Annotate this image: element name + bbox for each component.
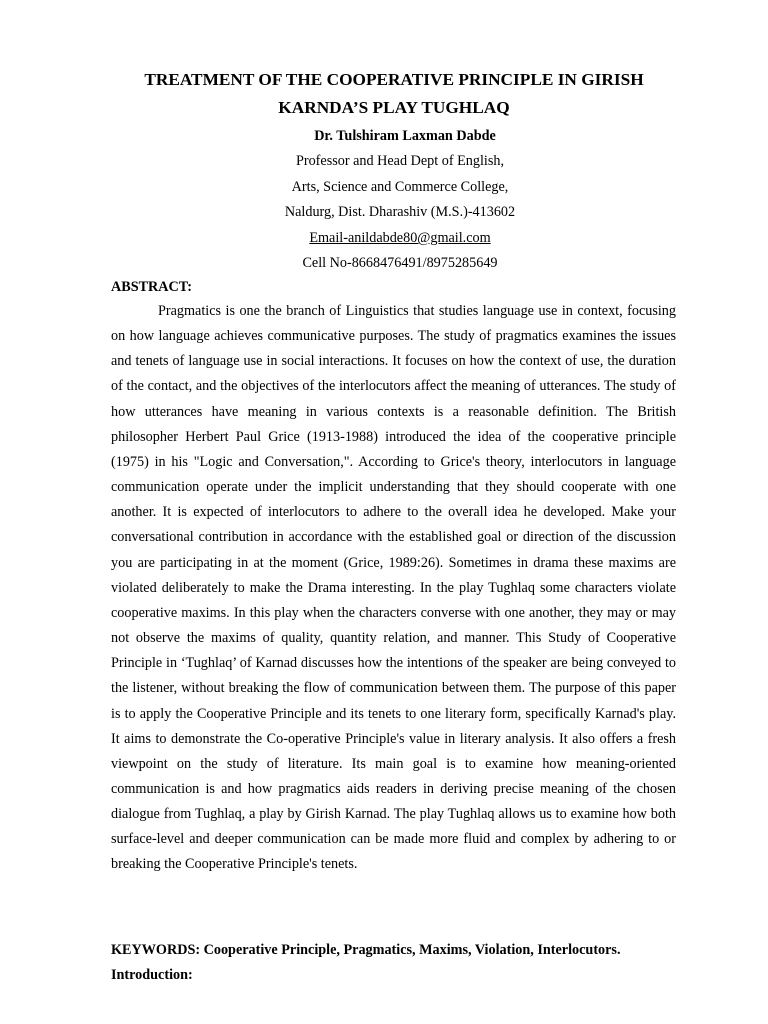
author-phone: Cell No-8668476491/8975285649 <box>302 255 498 271</box>
paper-title-line-2: KARNDA’S PLAY TUGHLAQ <box>278 98 510 117</box>
author-address: Naldurg, Dist. Dharashiv (M.S.)-413602 <box>284 204 516 220</box>
keywords-line: KEYWORDS: Cooperative Principle, Pragmatics, Maxims, Violation, Interlocutors. <box>111 942 621 958</box>
email-line <box>90 229 710 247</box>
paper-title-line-1: TREATMENT OF THE COOPERATIVE PRINCIPLE IN GIRISH <box>144 70 644 89</box>
author-name: Dr. Tulshiram Laxman Dabde <box>314 128 496 144</box>
abstract-text: Pragmatics is one the branch of Linguistics that studies language use in context, focusing on how language achieves communicative purposes. The study of pragmatics examines the issues and tenets of language use in social interactions. It focuses on how the context of use, the duration of the contact, and the objectives of the interlocutors affect the meaning of utterances. The study of how utterances have meaning in various contexts is a reasonable definition. The British philosopher Herbert Paul Grice (1913-1988) introduced the idea of the cooperative principle (1975) in his "Logic and Conversation,". According to Grice's theory, interlocutors in language communication operate under the implicit understanding that they should cooperate with one another. It is expected of interlocutors to adhere to the overall idea he developed. Make your conversational contribution in accordance with the established goal or direction of the discussion you are participating in at the moment (Grice, 1989:26). Sometimes in drama these maxims are violated deliberately to make the Drama interesting. In the play Tughlaq some characters violate cooperative maxims. In this play when the characters converse with one another, they may or may not observe the maxims of quality, quantity relation, and manner. This Study of Cooperative Principle in ‘Tughlaq’ of Karnad discusses how the intentions of the speaker are being conveyed to the listener, without breaking the flow of communication between them. The purpose of this paper is to apply the Cooperative Principle and its tenets to one literary form, specifically Karnad's play. It aims to demonstrate the Co-operative Principle's value in literary analysis. It also offers a fresh viewpoint on the study of literature. Its main goal is to examine how meaning-oriented communication is and how pragmatics aids readers in deriving precise meaning of the chosen dialogue from Tughlaq, a play by Girish Karnad. The play Tughlaq allows us to examine how both surface-level and deeper communication can be made more fluid and complex by adhering to or breaking the Cooperative Principle's tenets. <box>111 303 676 873</box>
author-college: Arts, Science and Commerce College, <box>291 179 509 195</box>
introduction-heading: Introduction: <box>111 967 193 983</box>
author-position: Professor and Head Dept of English, <box>295 153 505 169</box>
abstract-heading: ABSTRACT: <box>111 279 192 295</box>
author-email[interactable]: Email-anildabde80@gmail.com <box>309 230 491 246</box>
